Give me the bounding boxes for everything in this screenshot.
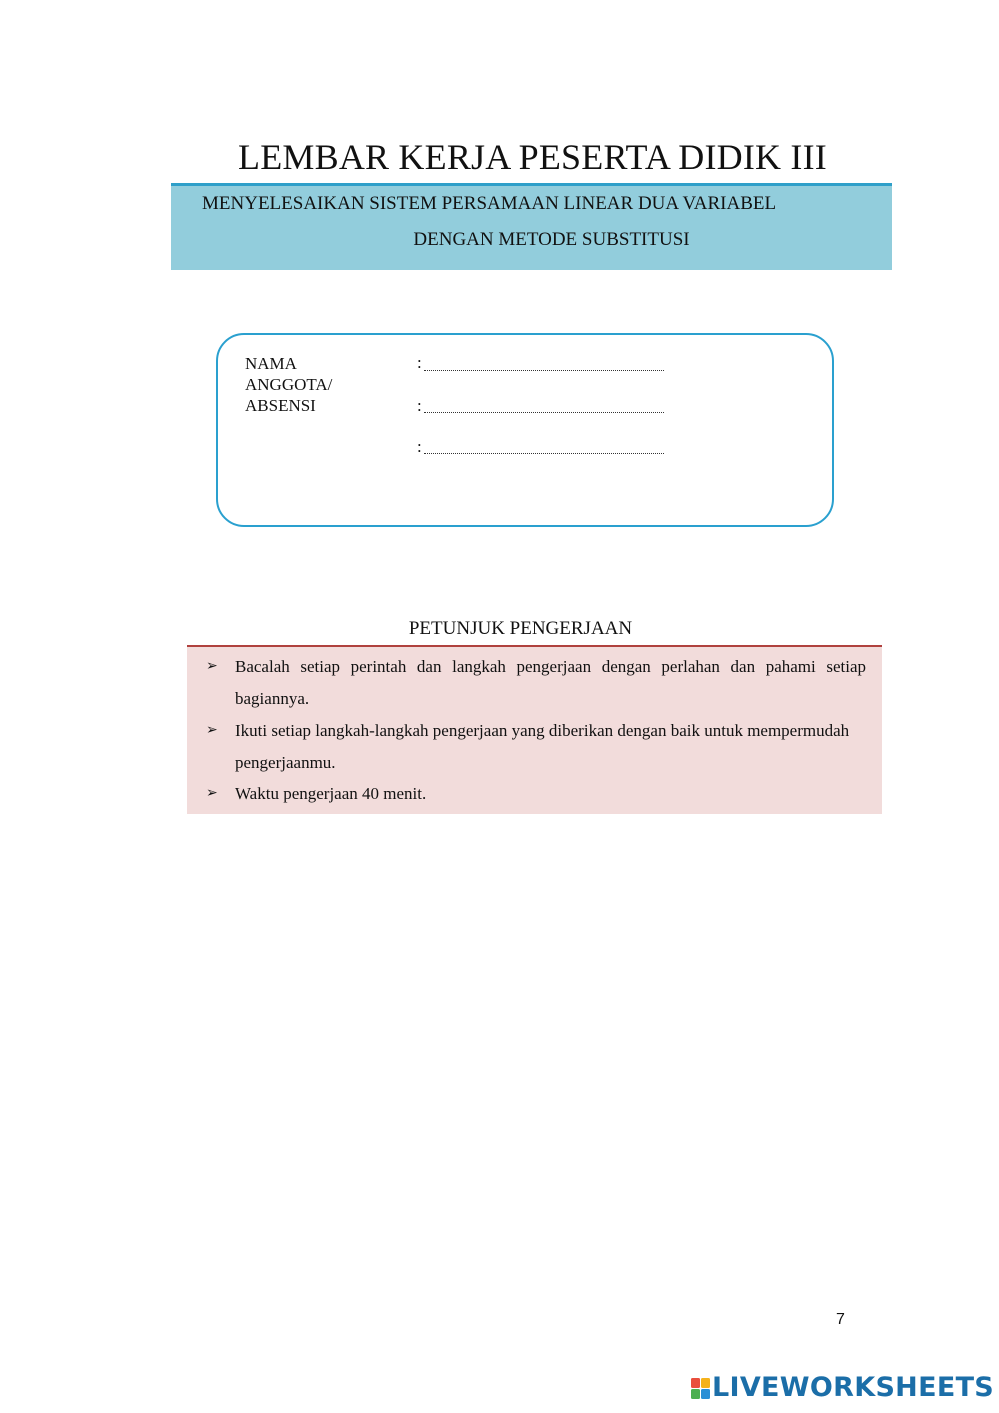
subtitle-band [171,183,892,270]
nama-field[interactable] [424,370,664,371]
identity-box [216,333,834,527]
instruction-box [187,645,882,814]
anggota-label: ANGGOTA/ [245,375,333,394]
anggota-field[interactable] [424,412,664,413]
absensi-colon: : [417,437,422,456]
nama-colon: : [417,353,422,372]
absensi-field[interactable] [424,453,664,454]
subtitle-line-2: DENGAN METODE SUBSTITUSI [413,229,690,250]
page-number: 7 [836,1311,845,1328]
instruction-text: Ikuti setiap langkah-langkah pengerjaan yang diberikan dengan baik untuk mempermudah pengerjaanmu. [235,721,850,772]
absensi-label: ABSENSI [245,396,316,415]
instruction-text: Waktu pengerjaan 40 menit. [235,784,427,803]
brand-text: LIVEWORKSHEETS [712,1372,995,1403]
worksheet-title: LEMBAR KERJA PESERTA DIDIK III [238,137,827,177]
arrow-bullet-icon: ➢ [206,722,218,738]
nama-label: NAMA [245,354,297,373]
arrow-bullet-icon: ➢ [206,658,218,674]
instructions-heading: PETUNJUK PENGERJAAN [408,618,633,639]
subtitle-line-1: MENYELESAIKAN SISTEM PERSAMAAN LINEAR DUA VARIABEL [202,193,777,214]
arrow-bullet-icon: ➢ [206,785,218,801]
liveworksheets-logo-icon [690,1377,712,1401]
instruction-text: Bacalah setiap perintah dan langkah pengerjaan dengan perlahan dan pahami setiap bagiannya. [235,657,866,708]
anggota-colon: : [417,396,422,415]
